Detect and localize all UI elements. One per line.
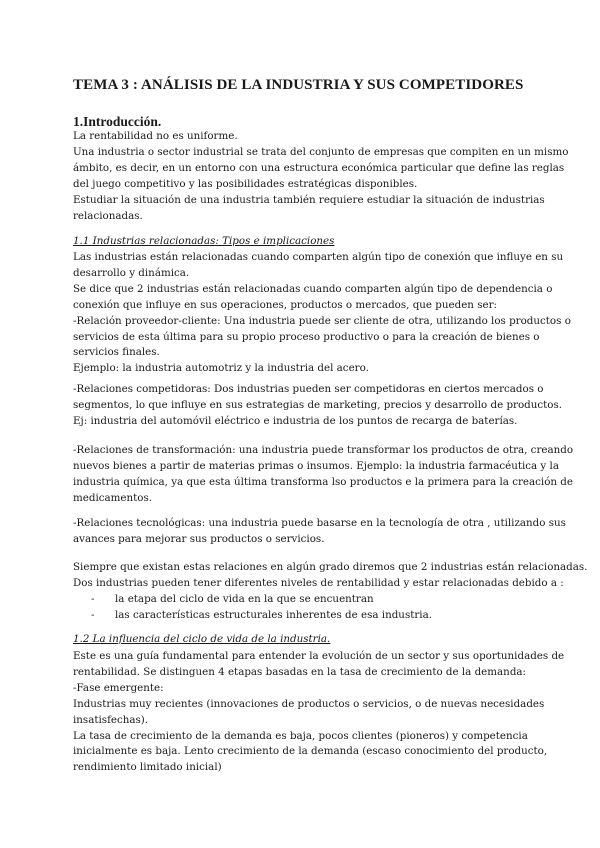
- text-line: avances para mejorar sus productos o servicios.: [73, 532, 325, 545]
- text-line: Ej: industria del automóvil eléctrico e industria de los puntos de recarga de baterías.: [73, 414, 518, 427]
- section-heading-introduccion: 1.Introducción.: [73, 114, 162, 129]
- text-line: relacionadas.: [73, 209, 143, 222]
- text-line: conexión que influye en sus operaciones, productos o mercados, que pueden ser:: [73, 298, 497, 311]
- subsection-heading-1-2: 1.2 La influencia del ciclo de vida de la industria.: [73, 633, 331, 645]
- document-title: TEMA 3 : ANÁLISIS DE LA INDUSTRIA Y SUS COMPETIDORES: [73, 77, 524, 93]
- list-item: [73, 592, 543, 608]
- text-line: Siempre que existan estas relaciones en algún grado diremos que 2 industrias están relacionadas.: [73, 561, 588, 573]
- list-item: [73, 608, 543, 624]
- intro-paragraph: [73, 129, 569, 224]
- technological-relations-paragraph: [73, 516, 566, 548]
- text-line: rentabilidad. Se distinguen 4 etapas basadas en la tasa de crecimiento de la demanda:: [73, 665, 527, 678]
- summary-paragraph: [73, 560, 588, 624]
- text-line: desarrollo y dinámica.: [73, 266, 190, 279]
- text-line: segmentos, lo que influye en sus estrategias de marketing, precios y desarrollo de productos.: [73, 398, 563, 411]
- text-line: servicios de esta última para su propio proceso productivo o para la creación de bienes o: [73, 330, 540, 343]
- text-line: del juego competitivo y las posibilidades estratégicas disponibles.: [73, 177, 418, 190]
- dash-bullet: -: [91, 592, 95, 605]
- list-item-text: las características estructurales inherentes de esa industria.: [115, 608, 432, 621]
- text-line: La rentabilidad no es uniforme.: [73, 130, 238, 142]
- transformation-relations-paragraph: [73, 443, 574, 507]
- dash-bullet: -: [91, 608, 95, 621]
- text-line: -Relaciones competidoras: Dos industrias pueden ser competidoras en ciertos mercados o: [73, 383, 544, 395]
- text-line: -Relaciones tecnológicas: una industria puede basarse en la tecnología de otra , utilizando sus: [73, 517, 566, 529]
- text-line: insatisfechas).: [73, 713, 149, 726]
- text-line: Estudiar la situación de una industria también requiere estudiar la situación de industrias: [73, 193, 545, 206]
- text-line: Este es una guía fundamental para entender la evolución de un sector y sus oportunidades de: [73, 650, 565, 662]
- list-item-text: la etapa del ciclo de vida en la que se encuentran: [115, 592, 374, 605]
- subsection-heading-1-1: 1.1 Industrias relacionadas: Tipos e implicaciones: [73, 235, 335, 247]
- text-line: servicios finales.: [73, 346, 160, 359]
- text-line: Se dice que 2 industrias están relacionadas cuando comparten algún tipo de dependencia o: [73, 282, 553, 295]
- text-line: -Relación proveedor-cliente: Una industria puede ser cliente de otra, utilizando los productos o: [73, 314, 571, 327]
- text-line: Ejemplo: la industria automotriz y la industria del acero.: [73, 362, 369, 375]
- text-line: Las industrias están relacionadas cuando comparten algún tipo de conexión que influye en su: [73, 251, 564, 263]
- competitive-relations-paragraph: [73, 382, 563, 430]
- text-line: industria química, ya que esta última transforma lso productos e la primera para la creación de: [73, 475, 573, 488]
- text-line: -Relaciones de transformación: una industria puede transformar los productos de otra, creando: [73, 444, 574, 456]
- related-industries-paragraph: [73, 250, 571, 377]
- life-cycle-paragraph: [73, 649, 565, 776]
- text-line: ámbito, es decir, en un entorno con una estructura económica particular que define las reglas: [73, 161, 565, 174]
- text-line: La tasa de crecimiento de la demanda es baja, pocos clientes (pioneros) y competencia: [73, 729, 528, 742]
- text-line: Una industria o sector industrial se trata del conjunto de empresas que compiten en un mismo: [73, 145, 569, 158]
- text-line: inicialmente es baja. Lento crecimiento de la demanda (escaso conocimiento del producto,: [73, 745, 548, 758]
- text-line: -Fase emergente:: [73, 681, 164, 694]
- text-line: nuevos bienes a partir de materias primas o insumos. Ejemplo: la industria farmacéutica y la: [73, 459, 559, 472]
- text-line: rendimiento limitado inicial): [73, 761, 222, 774]
- text-line: Industrias muy recientes (innovaciones de productos o servicios, o de nuevas necesidades: [73, 697, 545, 710]
- text-line: medicamentos.: [73, 491, 153, 504]
- text-line: Dos industrias pueden tener diferentes niveles de rentabilidad y estar relacionadas debido a :: [73, 576, 564, 589]
